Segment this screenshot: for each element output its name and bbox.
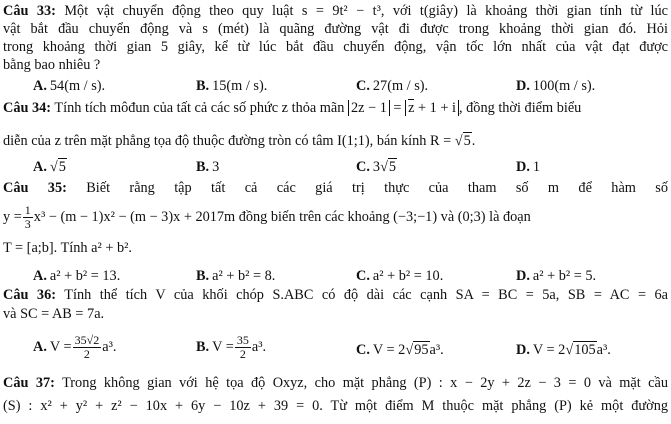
q35-option-c[interactable]: C. a² + b² = 10. [356, 268, 444, 284]
q35-line-3: T = [a;b]. Tính a² + b². [3, 240, 132, 256]
q33-option-a[interactable]: A. 54(m / s). [33, 78, 106, 94]
q33-line-2: vật bắt đầu chuyển động và s (mét) là quãng đường vật đi được trong khoảng thời gian đó. Hỏi [3, 21, 668, 37]
q33-line-1: Câu 33: Một vật chuyển động theo quy luật s = 9t² − t³, với t(giây) là khoảng thời gian tính từ lúc [3, 3, 669, 19]
q35-label: Câu 35: [3, 180, 67, 196]
q36-line-2: và SC = AB = 7a. [3, 306, 105, 322]
q36-option-c[interactable]: C. V = 2√95a³. [356, 342, 444, 358]
q36-option-a[interactable]: A. V = $\frac{35√2}{2}$ a³. [33, 333, 117, 361]
q35-option-b[interactable]: B. a² + b² = 8. [196, 268, 276, 284]
q33-option-b[interactable]: B. 15(m / s). [196, 78, 268, 94]
q36-option-d[interactable]: D. V = 2√105a³. [516, 342, 611, 358]
q33-option-c[interactable]: C. 27(m / s). [356, 78, 429, 94]
q36-label: Câu 36: [3, 287, 56, 303]
q34-line-2: diễn của z trên mặt phẳng tọa độ thuộc đường tròn có tâm I(1;1), bán kính R = √5. [3, 133, 476, 149]
q35-option-d[interactable]: D. a² + b² = 5. [516, 268, 597, 284]
q33-label: Câu 33: [3, 3, 56, 19]
q34-modulus-right: z + 1 + i [405, 100, 459, 116]
q36-option-b[interactable]: B. V = $\frac{35}{2}$ a³. [196, 333, 267, 361]
q34-options [0, 159, 671, 177]
q37-label: Câu 37: [3, 375, 55, 391]
q33-line-4: bằng bao nhiêu ? [3, 57, 101, 73]
q34-option-c[interactable]: C. 3√5 [356, 159, 397, 175]
q36-options [0, 334, 671, 368]
q33-option-d[interactable]: D. 100(m / s). [516, 78, 596, 94]
q35-line-1: Câu 35: Biết rằng tập tất cả các giá trị thực của tham số m để hàm số [3, 180, 668, 196]
q37-line-2: (S) : x² + y² + z² − 10x + 6y − 10z + 39 = 0. Từ một điểm M thuộc mặt phẳng (P) kẻ một đường [3, 398, 668, 414]
q34-line-1: Câu 34: Tính tích môđun của tất cả các số phức z thỏa mãn 2z − 1 = z + 1 + i , đồng thời điểm biểu [3, 100, 582, 116]
q36-line-1: Câu 36: Tính thể tích V của khối chóp S.ABC có độ dài các cạnh SA = BC = 5a, SB = AC = 6a [3, 287, 668, 303]
q35-option-a[interactable]: A. a² + b² = 13. [33, 268, 121, 284]
q35-fraction: $\frac{1}{3}$ [24, 203, 31, 231]
q33-line-3: trong khoảng thời gian 5 giây, kể từ lúc bắt đầu chuyển động, vận tốc lớn nhất của vật đạt được [3, 39, 668, 55]
q35-options [0, 268, 671, 286]
q35-line-2: y = $\frac{1}{3}$ x³ − (m − 1)x² − (m − 3)x + 2017m đồng biến trên các khoảng (−3;−1) và (0;3) là đoạn [3, 203, 531, 231]
q33-options [0, 78, 671, 96]
q34-option-b[interactable]: B. 3 [196, 159, 220, 175]
q34-option-d[interactable]: D. 1 [516, 159, 541, 175]
q37-line-1: Câu 37: Trong không gian với hệ tọa độ Oxyz, cho mặt phẳng (P) : x − 2y + 2z − 3 = 0 và mặt cầu [3, 375, 668, 391]
q34-modulus-left: 2z − 1 [348, 100, 390, 116]
q34-option-a[interactable]: A. √5 [33, 159, 66, 175]
q34-label: Câu 34: [3, 100, 52, 116]
